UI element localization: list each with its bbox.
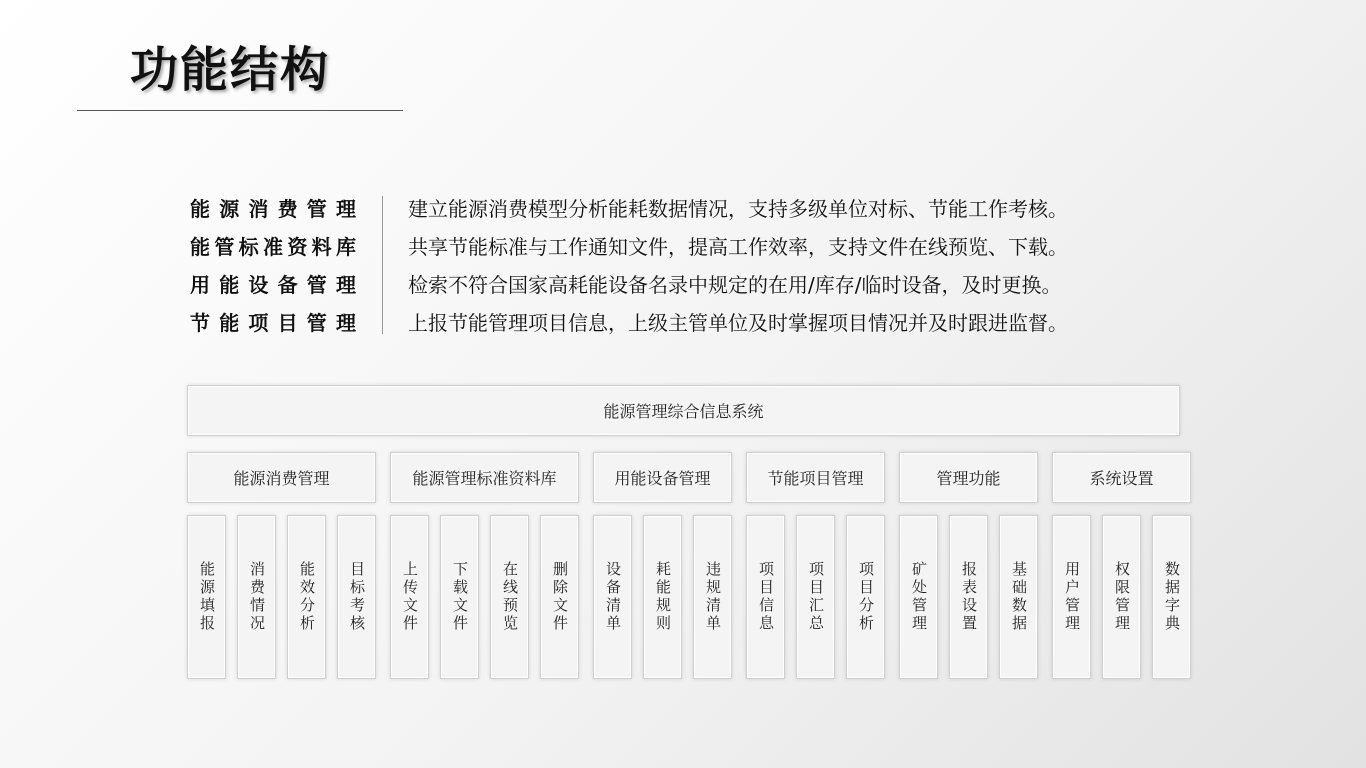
feature-description: 建立能源消费模型分析能耗数据情况，支持多级单位对标、节能工作考核。 <box>408 197 1068 221</box>
diagram-leaf-label: 报表设置 <box>960 561 978 633</box>
page-title: 功能结构 <box>130 42 331 98</box>
feature-description: 共享节能标准与工作通知文件，提高工作效率，支持文件在线预览、下载。 <box>408 235 1068 259</box>
diagram-leaf-box <box>237 515 276 679</box>
diagram-module-box: 管理功能 <box>899 452 1038 503</box>
diagram-leaf-label: 项目汇总 <box>807 561 825 633</box>
diagram-leaf-label: 能源填报 <box>198 561 216 633</box>
diagram-module-box: 能源管理标准资料库 <box>390 452 579 503</box>
diagram-leaf-box <box>1052 515 1091 679</box>
feature-name-list <box>190 190 356 342</box>
diagram-leaf-label: 在线预览 <box>501 561 519 633</box>
feature-name: 能管标准资料库 <box>190 235 356 259</box>
feature-name: 节能项目管理 <box>190 311 356 335</box>
diagram-module-box: 系统设置 <box>1052 452 1191 503</box>
diagram-leaf-box <box>593 515 632 679</box>
diagram-leaf-box <box>287 515 326 679</box>
diagram-leaf-label: 项目分析 <box>857 561 875 633</box>
diagram-leaf-label: 项目信息 <box>757 561 775 633</box>
diagram-leaf-label: 删除文件 <box>551 561 569 633</box>
feature-name: 用能设备管理 <box>190 273 356 297</box>
diagram-module-box: 能源消费管理 <box>187 452 376 503</box>
feature-description-list <box>408 190 1188 342</box>
diagram-leaf-label: 违规清单 <box>704 561 722 633</box>
diagram-leaf-label: 矿处管理 <box>910 561 928 633</box>
diagram-leaf-box <box>643 515 682 679</box>
diagram-leaf-box <box>540 515 579 679</box>
diagram-leaf-box <box>949 515 988 679</box>
diagram-leaf-label: 上传文件 <box>401 561 419 633</box>
diagram-leaf-box <box>999 515 1038 679</box>
diagram-leaf-label: 下载文件 <box>451 561 469 633</box>
diagram-leaf-label: 目标考核 <box>348 561 366 633</box>
diagram-leaf-box <box>796 515 835 679</box>
diagram-leaf-box <box>490 515 529 679</box>
title-underline <box>77 110 403 111</box>
diagram-leaf-label: 消费情况 <box>248 561 266 633</box>
diagram-leaf-box <box>440 515 479 679</box>
diagram-leaf-label: 数据字典 <box>1163 561 1181 633</box>
diagram-leaf-box <box>1152 515 1191 679</box>
diagram-leaf-label: 权限管理 <box>1113 561 1131 633</box>
diagram-leaf-box <box>746 515 785 679</box>
diagram-leaf-box <box>390 515 429 679</box>
feature-description: 上报节能管理项目信息，上级主管单位及时掌握项目情况并及时跟进监督。 <box>408 311 1068 335</box>
diagram-leaf-box <box>187 515 226 679</box>
diagram-module-box: 节能项目管理 <box>746 452 885 503</box>
diagram-leaf-label: 用户管理 <box>1063 561 1081 633</box>
diagram-leaf-label: 设备清单 <box>604 561 622 633</box>
diagram-leaf-box <box>337 515 376 679</box>
diagram-leaf-box <box>846 515 885 679</box>
feature-divider <box>382 196 383 334</box>
diagram-root-box: 能源管理综合信息系统 <box>187 385 1180 436</box>
diagram-leaf-box <box>693 515 732 679</box>
feature-name: 能源消费管理 <box>190 197 356 221</box>
diagram-leaf-label: 能效分析 <box>298 561 316 633</box>
feature-description: 检索不符合国家高耗能设备名录中规定的在用/库存/临时设备，及时更换。 <box>408 273 1062 297</box>
diagram-leaf-box <box>899 515 938 679</box>
diagram-leaf-box <box>1102 515 1141 679</box>
diagram-module-box: 用能设备管理 <box>593 452 732 503</box>
diagram-leaf-label: 耗能规则 <box>654 561 672 633</box>
diagram-leaf-label: 基础数据 <box>1010 561 1028 633</box>
